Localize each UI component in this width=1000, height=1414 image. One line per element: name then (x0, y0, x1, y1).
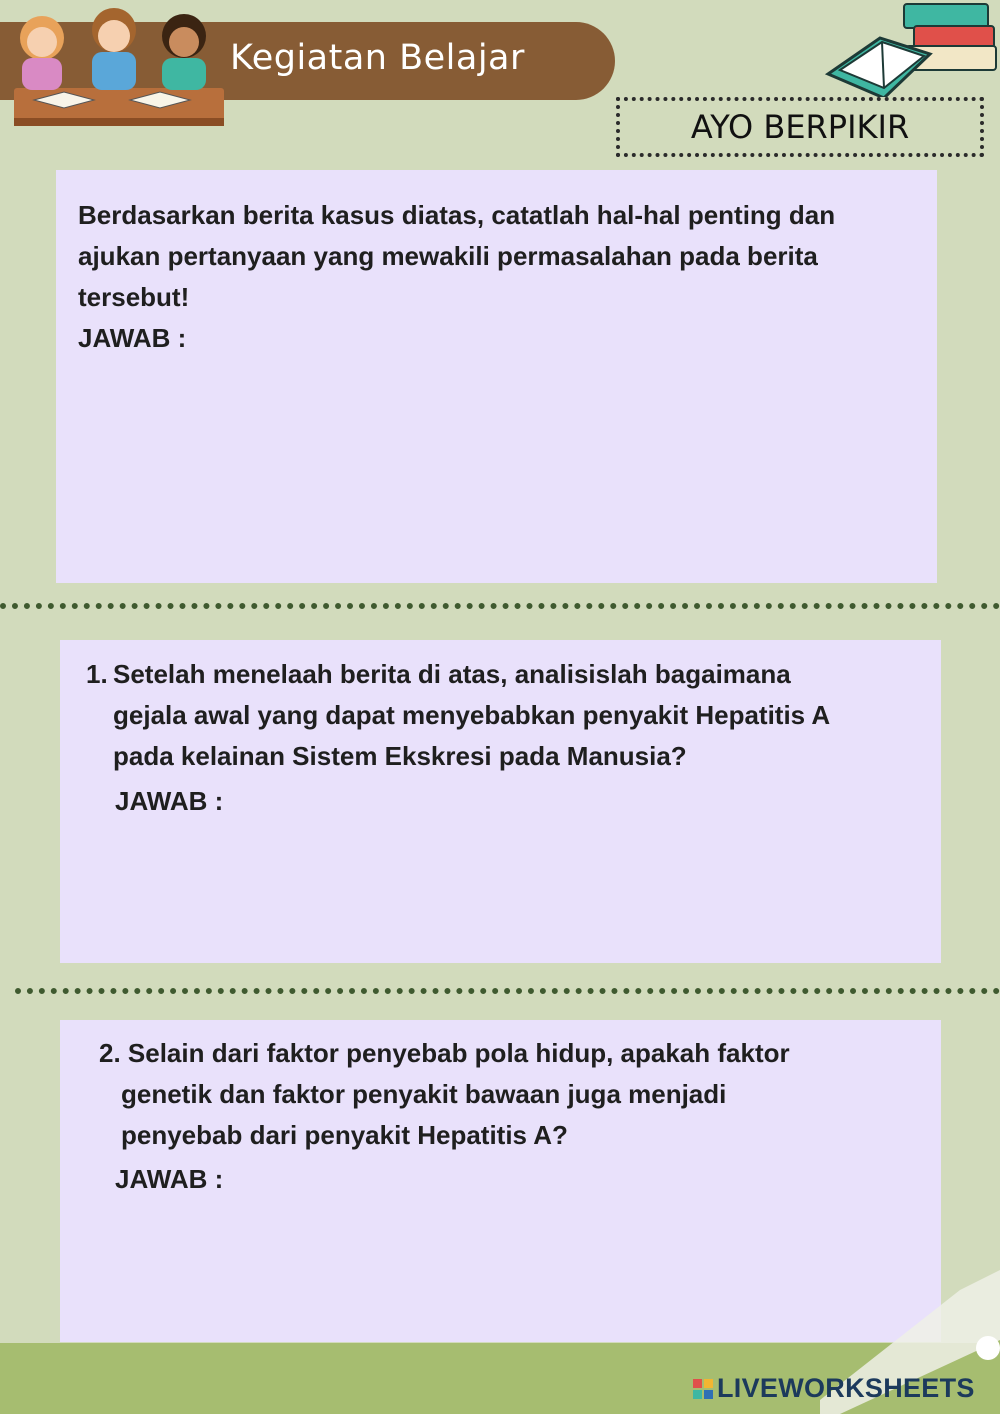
question-line: 2. Selain dari faktor penyebab pola hidup, apakah faktor (99, 1038, 790, 1068)
question-line: penyebab dari penyakit Hepatitis A? (121, 1120, 568, 1150)
question-line: tersebut! (78, 282, 190, 312)
question-card-2 (60, 1020, 941, 1342)
section-divider (15, 988, 1000, 994)
section-divider (0, 603, 1000, 609)
question-card-1 (60, 640, 941, 963)
answer-label: JAWAB : (115, 1164, 224, 1194)
question-line: genetik dan faktor penyakit bawaan juga menjadi (121, 1079, 727, 1109)
question-line: pada kelainan Sistem Ekskresi pada Manusia? (113, 741, 687, 771)
question-line: Berdasarkan berita kasus diatas, catatlah hal-hal penting dan (78, 200, 836, 230)
logo-text: LIVEWORKSHEETS (717, 1373, 975, 1403)
ayo-berpikir-badge: AYO BERPIKIR (616, 97, 984, 157)
page-title: Kegiatan Belajar (230, 38, 525, 78)
question-number: 1. (86, 659, 108, 689)
children-reading-illustration (8, 0, 228, 132)
liveworksheets-logo[interactable] (693, 1373, 975, 1404)
answer-label: JAWAB : (115, 786, 224, 816)
liveworksheets-mark-icon (693, 1379, 713, 1399)
question-line: ajukan pertanyaan yang mewakili permasalahan pada berita (78, 241, 818, 271)
answer-label: JAWAB : (78, 323, 187, 353)
books-illustration (820, 0, 1000, 110)
question-text (113, 654, 830, 777)
question-line: gejala awal yang dapat menyebabkan penyakit Hepatitis A (113, 700, 831, 730)
question-line: Setelah menelaah berita di atas, analisislah bagaimana (113, 659, 791, 689)
question-text (78, 195, 835, 359)
question-card-intro (56, 170, 937, 583)
